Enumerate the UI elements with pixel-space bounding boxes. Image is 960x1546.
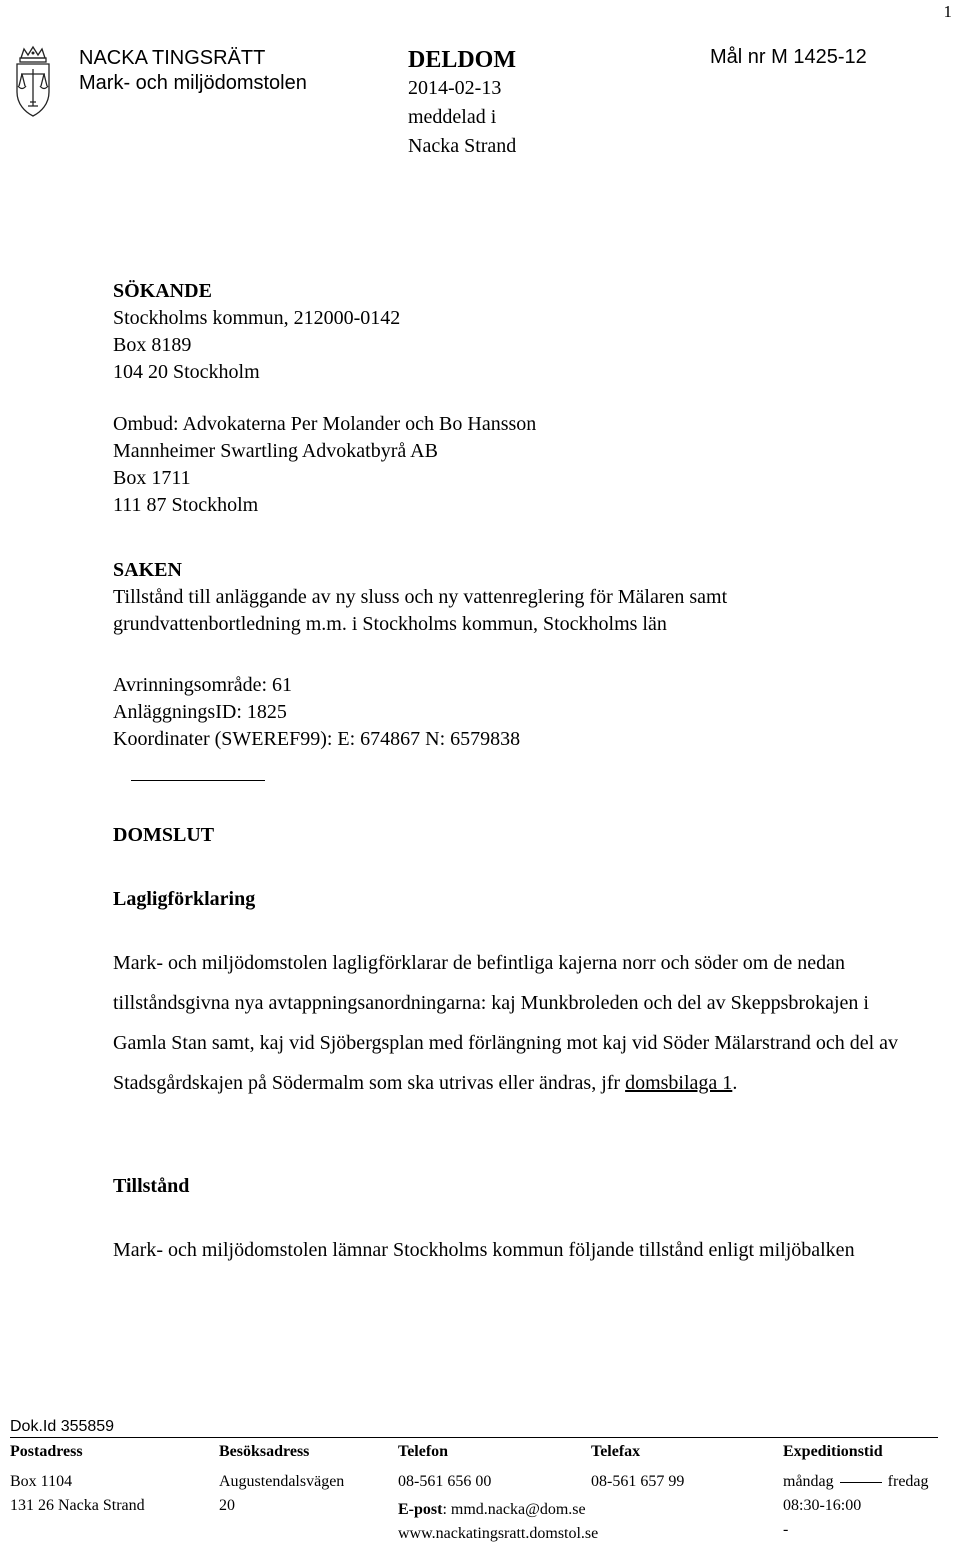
issued-label: meddelad i (408, 106, 497, 128)
counsel-line: Ombud: Advokaterna Per Molander och Bo Hansson (113, 413, 537, 435)
ruling-heading: DOMSLUT (113, 824, 215, 846)
hours-dash: - (783, 1521, 789, 1538)
hours-dash-line (840, 1482, 882, 1483)
counsel-section (113, 411, 536, 519)
applicant-section (113, 278, 400, 386)
document-info-block (408, 46, 516, 161)
postal-heading: Postadress (10, 1443, 83, 1460)
case-number: Mål nr M 1425-12 (710, 46, 867, 68)
fax-number: 08-561 657 99 (591, 1473, 685, 1490)
tillstand-paragraph: Mark- och miljödomstolen lämnar Stockholms kommun följande tillstånd enligt miljöbalken (113, 1239, 855, 1261)
lagligforklaring-text: Mark- och miljödomstolen lagligförklarar de befintliga kajerna norr och söder om de nedan tillståndsgivna nya avtappningsanordningarna: kaj Munkbroleden och del av Skeppsbrokajen i Gamla Stan samt, kaj vid Sjöbergsplan med förlängning mot kaj vid Söder Mälarstrand och del av Stadsgårdskajen på Södermalm som ska utrivas eller ändras, jfr (113, 952, 899, 1094)
footer-fax-column (591, 1440, 684, 1494)
facility-section (113, 672, 520, 753)
website: www.nackatingsratt.domstol.se (398, 1525, 599, 1542)
hours-days (783, 1470, 929, 1494)
hours-day-from: måndag (783, 1473, 834, 1490)
section-separator (131, 780, 265, 781)
postal-line: 131 26 Nacka Strand (10, 1497, 145, 1514)
applicant-line: Box 8189 (113, 334, 192, 356)
court-division: Mark- och miljödomstolen (79, 72, 307, 94)
section-heading-tillstand: Tillstånd (113, 1175, 190, 1197)
visiting-heading: Besöksadress (219, 1443, 310, 1460)
section-heading-lagligforklaring: Lagligförklaring (113, 888, 256, 910)
email-label: E-post (398, 1501, 443, 1518)
counsel-line: 111 87 Stockholm (113, 494, 259, 516)
visiting-line: 20 (219, 1497, 235, 1514)
visiting-line: Augustendalsvägen (219, 1473, 345, 1490)
applicant-line: Stockholms kommun, 212000-0142 (113, 307, 401, 329)
paragraph-end: . (732, 1072, 738, 1094)
postal-line: Box 1104 (10, 1473, 73, 1490)
matter-line: grundvattenbortledning m.m. i Stockholms kommun, Stockholms län (113, 613, 667, 635)
catchment-area: Avrinningsområde: 61 (113, 674, 293, 696)
email-address: : mmd.nacka@dom.se (442, 1501, 586, 1518)
applicant-line: 104 20 Stockholm (113, 361, 260, 383)
page-number: 1 (943, 2, 952, 21)
document-type: DELDOM (408, 47, 516, 73)
coordinates: Koordinater (SWEREF99): E: 674867 N: 6579838 (113, 728, 521, 750)
document-date: 2014-02-13 (408, 77, 502, 99)
court-crest-logo (8, 44, 58, 122)
email-line (398, 1498, 598, 1522)
counsel-line: Box 1711 (113, 467, 191, 489)
phone-number: 08-561 656 00 (398, 1473, 492, 1490)
fax-heading: Telefax (591, 1443, 641, 1460)
matter-section (113, 557, 727, 638)
footer-phone-column (398, 1440, 598, 1546)
footer-postal-column (10, 1440, 145, 1518)
matter-line: Tillstånd till anläggande av ny sluss och ny vattenreglering för Mälaren samt (113, 586, 728, 608)
footer-hours-column (783, 1440, 929, 1542)
footer-visiting-column (219, 1440, 344, 1518)
hours-day-to: fredag (887, 1473, 929, 1490)
issued-place: Nacka Strand (408, 135, 517, 157)
court-name: NACKA TINGSRÄTT (79, 47, 266, 69)
matter-heading: SAKEN (113, 559, 182, 581)
document-id: Dok.Id 355859 (10, 1418, 115, 1435)
counsel-line: Mannheimer Swartling Advokatbyrå AB (113, 440, 438, 462)
hours-time: 08:30-16:00 (783, 1497, 862, 1514)
facility-id: AnläggningsID: 1825 (113, 701, 287, 723)
court-name-block (79, 46, 307, 96)
phone-heading: Telefon (398, 1443, 449, 1460)
footer-rule (10, 1437, 938, 1438)
applicant-heading: SÖKANDE (113, 280, 212, 302)
domsbilaga-link[interactable]: domsbilaga 1 (625, 1072, 733, 1094)
lagligforklaring-paragraph (113, 943, 903, 1103)
hours-heading: Expeditionstid (783, 1443, 883, 1460)
